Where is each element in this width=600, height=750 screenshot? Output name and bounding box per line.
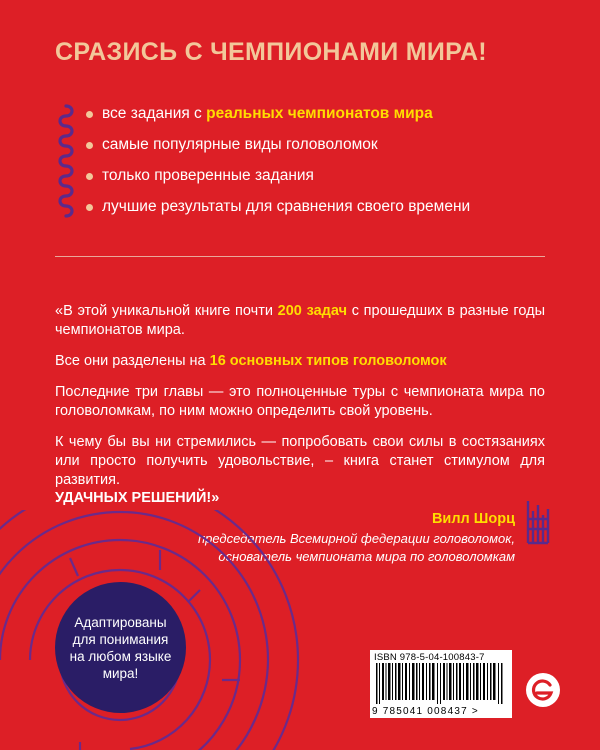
feature-text: лучшие результаты для сравнения своего времени (102, 198, 471, 215)
cover-title: СРАЗИСЬ С ЧЕМПИОНАМИ МИРА! (55, 38, 487, 66)
bullet-dot-icon (86, 111, 93, 118)
barcode-digits: 9 785041 008437 > (372, 706, 479, 717)
paragraph-text: Все они разделены на (55, 353, 210, 369)
author-name: Вилл Шорц (431, 511, 515, 527)
author-role-line-2: основатель чемпионата мира по головоломкам (218, 549, 515, 564)
isbn-text: ISBN 978-5-04-100843-7 (374, 652, 485, 663)
paragraph-highlight: 16 основных типов головоломок (209, 353, 447, 369)
paragraph-1 (55, 302, 545, 340)
bullet-dot-icon (86, 204, 93, 211)
paragraph-4: К чему бы вы ни стремились — попробовать свои силы в состязаниях или просто получить удовольствие, – книга станет стимулом для развития. (55, 434, 545, 488)
feature-text-plain: все задания с (102, 105, 207, 122)
paragraph-text: с прошедших в разные годы чемпионатов мира. (55, 303, 545, 338)
bars-decoration-icon (525, 497, 551, 547)
feature-item (86, 167, 566, 198)
paragraph-2 (55, 352, 545, 371)
closing-line: УДАЧНЫХ РЕШЕНИЙ!» (55, 490, 220, 506)
feature-item (86, 136, 566, 167)
publisher-logo-icon (525, 672, 561, 708)
bullet-dot-icon (86, 173, 93, 180)
bullet-dot-icon (86, 142, 93, 149)
feature-text: только проверенные задания (102, 167, 314, 184)
barcode-icon (374, 663, 508, 704)
paragraph-text: «В этой уникальной книге почти (55, 303, 278, 319)
feature-text-highlight: реальных чемпионатов мира (206, 105, 433, 122)
feature-list (86, 105, 566, 229)
description-block (55, 302, 545, 502)
feature-text (102, 105, 433, 123)
squiggle-decoration-icon (52, 103, 78, 219)
barcode-box (370, 650, 512, 718)
feature-text: самые популярные виды головоломок (102, 136, 378, 153)
feature-item (86, 105, 566, 136)
adaptation-badge: Адаптированы для понимания на любом языке мира! (55, 582, 186, 713)
author-role-line-1: председатель Всемирной федерации головоломок, (197, 531, 515, 546)
paragraph-3: Последние три главы — это полноценные туры с чемпионата мира по головоломкам, по ним можно определить свой уровень. (55, 384, 545, 419)
section-divider (55, 256, 545, 257)
paragraph-highlight: 200 задач (277, 303, 347, 319)
feature-item (86, 198, 566, 229)
